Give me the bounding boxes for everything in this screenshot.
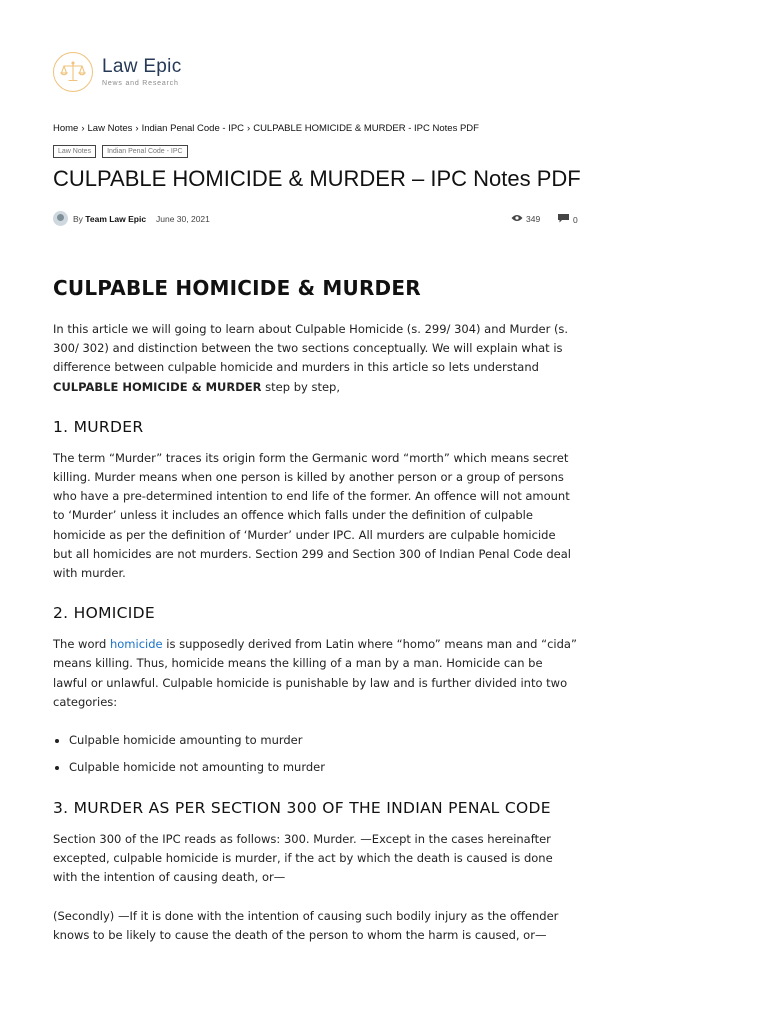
section-homicide-heading: 2. HOMICIDE [53, 604, 155, 623]
tag-ipc[interactable]: Indian Penal Code - IPC [102, 145, 188, 158]
site-tagline: News and Research [102, 80, 179, 87]
by-label: By [73, 214, 83, 224]
article-heading: CULPABLE HOMICIDE & MURDER [53, 276, 421, 300]
site-logo[interactable] [53, 52, 182, 92]
homicide-text-rest: is supposedly derived from Latin where “homo” means man and “cida” means killing. Thus, homicide means the killing of a man by a man. Homicide can be lawful or unlawful. Culpable homicide is punishable by law and is further divided into two categories: [53, 637, 577, 709]
comments-value: 0 [573, 214, 578, 225]
scales-of-justice-icon [53, 52, 93, 92]
breadcrumb-current: CULPABLE HOMICIDE & MURDER - IPC Notes PDF [253, 123, 479, 134]
post-date: June 30, 2021 [156, 214, 210, 224]
breadcrumb-ipc[interactable]: Indian Penal Code - IPC [141, 123, 245, 134]
intro-tail: step by step, [261, 379, 340, 394]
homicide-link[interactable]: homicide [109, 637, 163, 652]
list-item: • Culpable homicide amounting to murder [69, 731, 577, 750]
author-link[interactable]: Team Law Epic [85, 214, 147, 224]
article-body [53, 276, 577, 964]
section-300-text: Section 300 of the IPC reads as follows: 300. Murder. —Except in the cases hereinafter excepted, culpable homicide is murder, if the act by which the death is caused is done with the intention of causing death, or— [53, 831, 553, 885]
category-tags [53, 145, 188, 158]
section-homicide-text [53, 635, 577, 712]
intro-paragraph [53, 320, 577, 397]
breadcrumb-law-notes[interactable]: Law Notes [87, 123, 133, 134]
comments-count[interactable] [558, 214, 578, 225]
comment-icon [558, 214, 569, 225]
views-count [511, 214, 540, 224]
views-value: 349 [526, 214, 541, 224]
section-300-heading: 3. MURDER AS PER SECTION 300 OF THE INDIAN PENAL CODE [53, 798, 551, 817]
intro-text: In this article we will going to learn about Culpable Homicide (s. 299/ 304) and Murder (s. 300/ 302) and distinction between the two sections conceptually. We will explain what is difference between culpable homicide and murders in this article so lets understand [53, 322, 569, 375]
section-300-text-secondly: (Secondly) —If it is done with the intention of causing such bodily injury as the offender knows to be likely to cause the death of the person to whom the harm is caused, or— [53, 908, 559, 942]
page-title: CULPABLE HOMICIDE & MURDER – IPC Notes PDF [53, 166, 581, 191]
section-murder-heading: 1. MURDER [53, 417, 144, 436]
site-name: Law Epic [102, 56, 182, 77]
tag-law-notes[interactable]: Law Notes [53, 145, 96, 158]
breadcrumb-home[interactable]: Home [53, 123, 79, 134]
homicide-text-start: The word [53, 637, 110, 652]
breadcrumb-separator: › [81, 123, 85, 134]
section-murder-text: The term “Murder” traces its origin form the Germanic word “morth” which means secret killing. Murder means when one person is killed by another person or a group of persons who have a pre-determined intention to end life of the former. An offence will not amount to ‘Murder’ unless it includes an offence which falls under the definition of culpable homicide as per the definition of ‘Murder’ under IPC. All murders are culpable homicide but all homicides are not murders. Section 299 and Section 300 of Indian Penal Code deal with murder. [53, 450, 571, 581]
breadcrumb-separator: › [135, 123, 139, 134]
byline [73, 214, 146, 224]
post-meta [53, 209, 577, 229]
homicide-categories-list [53, 731, 577, 777]
list-item: • Culpable homicide not amounting to murder [69, 758, 577, 777]
eye-icon [511, 214, 523, 224]
author-avatar[interactable] [53, 211, 68, 226]
intro-bold: CULPABLE HOMICIDE & MURDER [53, 379, 262, 394]
breadcrumb [53, 123, 479, 134]
breadcrumb-separator: › [247, 123, 251, 134]
